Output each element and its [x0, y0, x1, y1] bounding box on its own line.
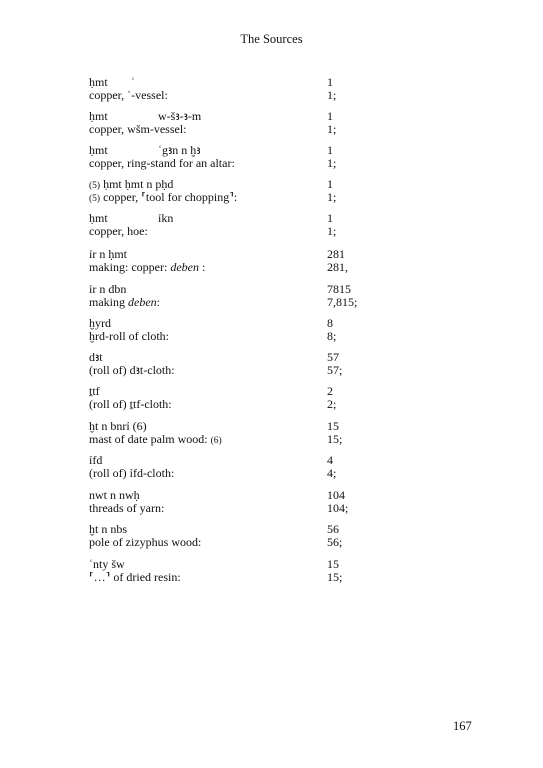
entry-count: 8: [327, 316, 333, 330]
entry-term-variant: ʿ: [131, 75, 135, 89]
entry-count: 56: [327, 522, 339, 536]
entry-7: [0, 316, 543, 346]
entry-14: [0, 557, 543, 587]
entry-count: 15: [327, 557, 339, 571]
entry-count-gloss: 1;: [327, 190, 337, 204]
entry-gloss: copper, ⸢tool for chopping⸣:: [100, 190, 238, 204]
entry-term: ḥmt: [89, 143, 108, 157]
entry-count: 2: [327, 384, 333, 398]
entry-gloss-end: :: [198, 260, 206, 274]
entry-count: 1: [327, 109, 333, 123]
entry-term: ḥmt: [89, 75, 108, 89]
entry-term: ỉfd: [89, 453, 103, 467]
page-number: 167: [453, 719, 472, 733]
entry-gloss: (roll of) dꜣt-cloth:: [89, 363, 175, 377]
entry-term: nwt n nwḥ: [89, 488, 140, 502]
entry-11: [0, 453, 543, 483]
entry-13: [0, 522, 543, 552]
entry-count-gloss: 281,: [327, 260, 348, 274]
entry-8: [0, 350, 543, 380]
entry-term: ḥmt: [89, 109, 108, 123]
entry-count-gloss: 8;: [327, 329, 337, 343]
entry-count: 7815: [327, 282, 351, 296]
entry-term: dꜣt: [89, 350, 103, 364]
entry-count-gloss: 104;: [327, 501, 349, 515]
entry-term: ʿnty šw: [89, 557, 125, 571]
entry-count-gloss: 7,815;: [327, 295, 358, 309]
entry-term: ḥmt ḥmt n pḥd: [100, 177, 174, 191]
entry-gloss: threads of yarn:: [89, 501, 165, 515]
entry-gloss: ḫrd-roll of cloth:: [89, 329, 169, 343]
entry-gloss: pole of zizyphus wood:: [89, 535, 202, 549]
entry-term-variant: w-šꜣ-ꜣ-m: [158, 109, 202, 123]
entry-count: 1: [327, 75, 333, 89]
entry-gloss: copper, ring-stand for an altar:: [89, 156, 235, 170]
entry-5: [0, 247, 543, 277]
entry-gloss: ⸢…⸣ of dried resin:: [89, 570, 181, 584]
entry-count-gloss: 1;: [327, 88, 337, 102]
entry-term: ḫyrd: [89, 316, 111, 330]
entry-term: ḫt n bnrỉ (6): [89, 419, 147, 433]
entry-count: 15: [327, 419, 339, 433]
entry-count: 4: [327, 453, 333, 467]
line-number: (6): [210, 436, 222, 446]
entry-3: [0, 177, 543, 207]
entry-gloss: copper, ʿ-vessel:: [89, 88, 168, 102]
entry-gloss: making: [89, 295, 128, 309]
entry-gloss-unit: deben: [170, 260, 199, 274]
entry-gloss-unit: deben: [128, 295, 157, 309]
line-number: (5): [89, 194, 101, 204]
entry-0: [0, 75, 543, 105]
entry-gloss: (roll of) ỉfd-cloth:: [89, 466, 175, 480]
entry-count-gloss: 57;: [327, 363, 343, 377]
entry-term: ỉr n ḥmt: [89, 247, 127, 261]
entry-gloss-end: :: [156, 295, 160, 309]
entry-term: ḫt n nbs: [89, 522, 128, 536]
entry-count: 1: [327, 211, 333, 225]
entry-term: ỉr n dbn: [89, 282, 127, 296]
entry-count: 1: [327, 143, 333, 157]
entry-2: [0, 143, 543, 173]
entry-count-gloss: 1;: [327, 122, 337, 136]
entry-gloss: mast of date palm wood:: [89, 432, 211, 446]
entry-count-gloss: 1;: [327, 224, 337, 238]
entry-1: [0, 109, 543, 139]
entry-gloss: copper, wšm-vessel:: [89, 122, 187, 136]
running-header: The Sources: [240, 32, 303, 46]
entry-12: [0, 488, 543, 518]
entry-count: 104: [327, 488, 345, 502]
entry-6: [0, 282, 543, 312]
entry-count-gloss: 1;: [327, 156, 337, 170]
entry-count-gloss: 4;: [327, 466, 337, 480]
entry-9: [0, 384, 543, 414]
entry-count-gloss: 15;: [327, 570, 343, 584]
entry-count-gloss: 15;: [327, 432, 343, 446]
entry-gloss: (roll of) ṯtf-cloth:: [89, 397, 172, 411]
entry-count-gloss: 56;: [327, 535, 343, 549]
entry-term: ḥmt: [89, 211, 108, 225]
entry-gloss: making: copper:: [89, 260, 171, 274]
entry-4: [0, 211, 543, 241]
line-number: (5): [89, 181, 101, 191]
entry-count: 1: [327, 177, 333, 191]
entry-term-variant: ỉkn: [158, 211, 174, 225]
entry-term: ṯtf: [89, 384, 100, 398]
entry-term-variant: ʿgꜣn n ḫꜣ: [158, 143, 201, 157]
entry-count: 57: [327, 350, 339, 364]
entry-count-gloss: 2;: [327, 397, 337, 411]
entry-gloss: copper, hoe:: [89, 224, 148, 238]
entry-count: 281: [327, 247, 345, 261]
entry-10: [0, 419, 543, 449]
